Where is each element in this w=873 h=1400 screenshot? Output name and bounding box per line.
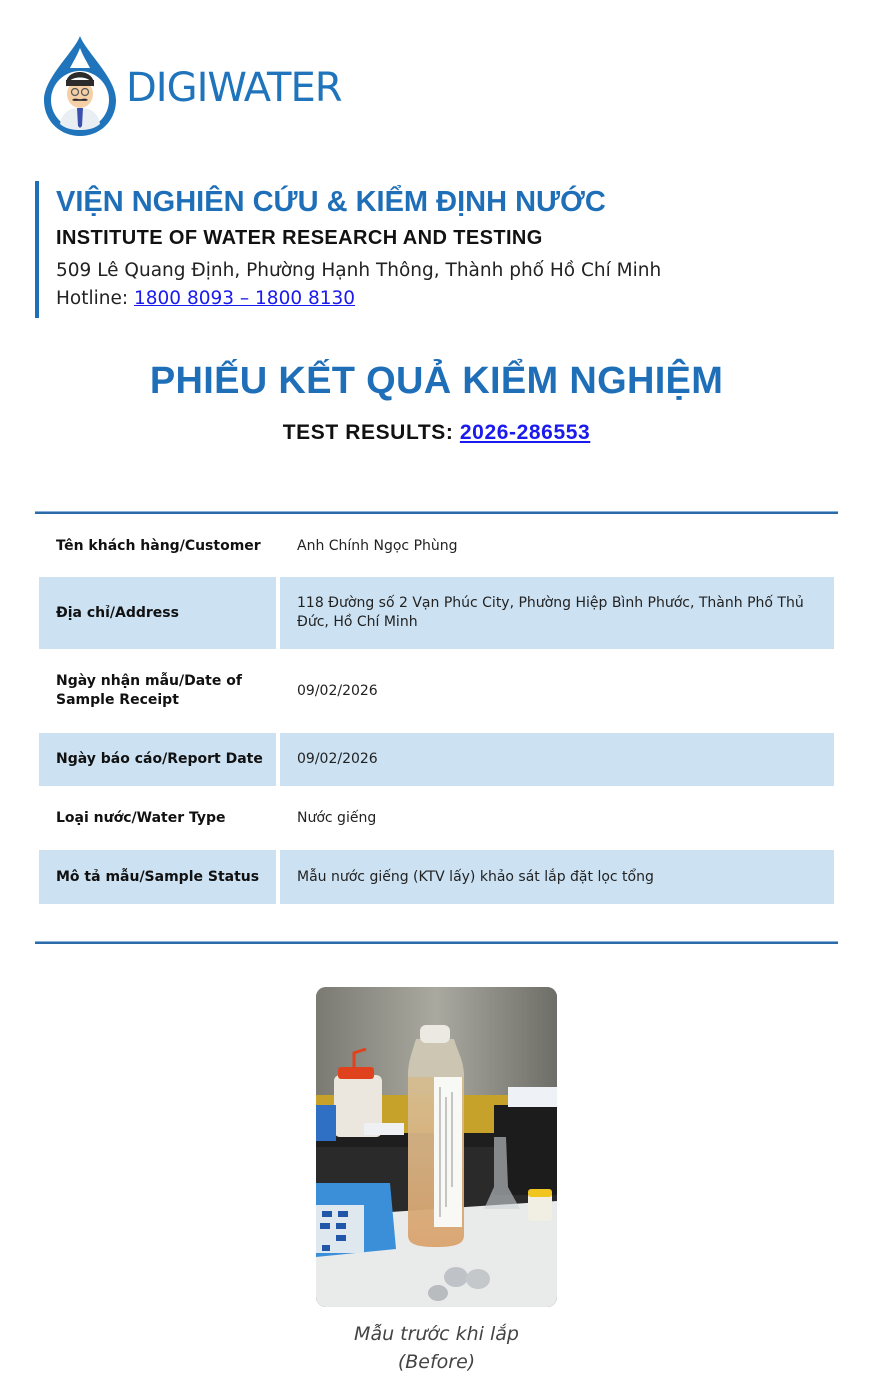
- sample-photo-caption: [0, 1320, 873, 1376]
- info-row-report-date: [39, 733, 834, 786]
- info-value: Anh Chính Ngọc Phùng: [297, 537, 458, 554]
- customer-info-table: [39, 519, 834, 908]
- info-label: Địa chỉ/Address: [39, 577, 276, 649]
- test-results-label: TEST RESULTS:: [282, 421, 460, 444]
- water-drop-scientist-icon: [40, 34, 120, 138]
- info-row-sample-status: [39, 850, 834, 904]
- info-row-address: [39, 577, 834, 649]
- report-title: PHIẾU KẾT QUẢ KIỂM NGHIỆM: [149, 360, 724, 402]
- info-label: Mô tả mẫu/Sample Status: [39, 850, 276, 904]
- brand-name: DIGIWATER: [126, 65, 342, 111]
- info-row-water-type: [39, 790, 834, 846]
- report-id-link[interactable]: 2026-286553: [459, 421, 591, 444]
- info-value: 118 Đường số 2 Vạn Phúc City, Phường Hiệp Bình Phước, Thành Phố Thủ Đức, Hồ Chí Minh: [280, 577, 834, 649]
- sample-photo: [316, 987, 557, 1307]
- caption-line2: (Before): [397, 1351, 476, 1373]
- info-row-customer: [39, 519, 834, 573]
- report-subtitle: [0, 421, 873, 445]
- info-label: Loại nước/Water Type: [56, 809, 226, 826]
- institute-hotline: [56, 285, 735, 313]
- brand-logo: [40, 34, 342, 138]
- institute-header: [35, 181, 735, 318]
- info-row-receipt-date: [39, 653, 834, 729]
- institute-address: 509 Lê Quang Định, Phường Hạnh Thông, Thành phố Hồ Chí Minh: [56, 260, 662, 281]
- info-value: Nước giếng: [297, 809, 377, 826]
- divider-bottom: [35, 941, 838, 944]
- info-value: 09/02/2026: [297, 682, 378, 699]
- info-label: Ngày báo cáo/Report Date: [39, 733, 276, 786]
- institute-name-en: INSTITUTE OF WATER RESEARCH AND TESTING: [56, 227, 543, 249]
- caption-line1: Mẫu trước khi lắp: [354, 1323, 519, 1345]
- hotline-label: Hotline:: [56, 288, 134, 309]
- info-label: Tên khách hàng/Customer: [56, 537, 261, 554]
- info-label: Ngày nhận mẫu/Date of Sample Receipt: [56, 673, 242, 708]
- institute-name-vn: VIỆN NGHIÊN CỨU & KIỂM ĐỊNH NƯỚC: [56, 186, 606, 218]
- info-value: 09/02/2026: [280, 733, 834, 786]
- info-value: Mẫu nước giếng (KTV lấy) khảo sát lắp đặt lọc tổng: [280, 850, 834, 904]
- hotline-link[interactable]: 1800 8093 – 1800 8130: [133, 288, 356, 309]
- divider-top: [35, 511, 838, 514]
